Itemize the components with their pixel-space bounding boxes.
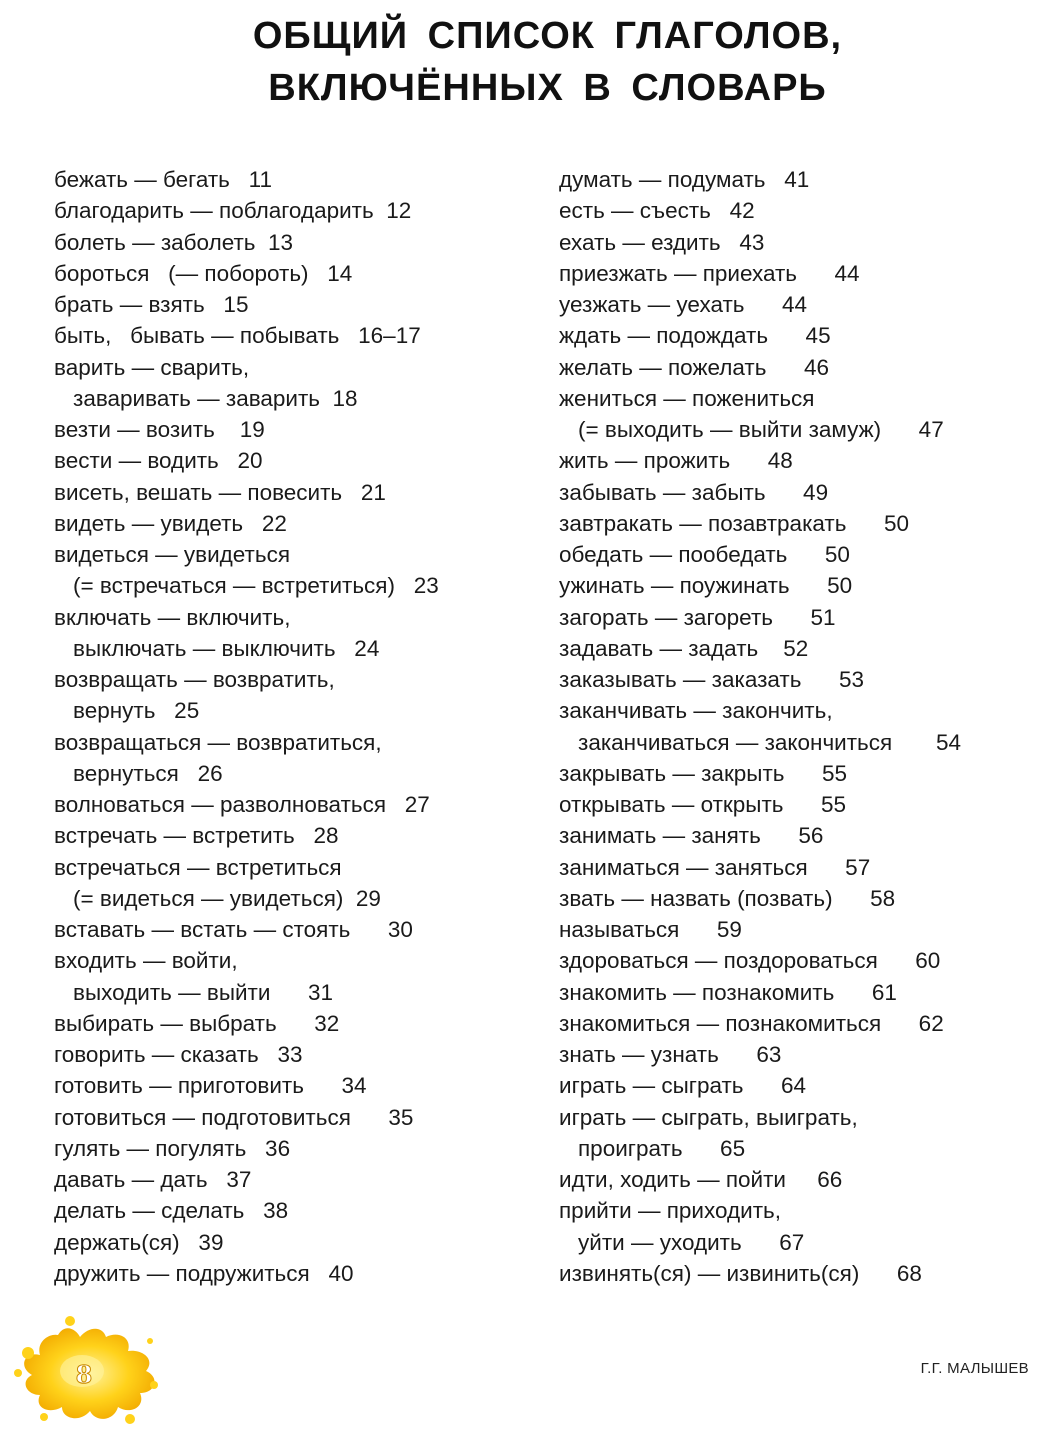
verb-entry: извинять(ся) — извинить(ся) 68	[559, 1260, 922, 1286]
verb-entry: входить — войти,	[54, 948, 238, 974]
verb-entry: готовить — приготовить 34	[54, 1073, 367, 1099]
verb-entry: заканчиваться — закончиться 54	[578, 729, 961, 755]
verb-entry: (= встречаться — встретиться) 23	[73, 573, 439, 599]
verb-entry: встречать — встретить 28	[54, 823, 339, 849]
verb-entry: думать — подумать 41	[559, 167, 810, 192]
verb-entry: закрывать — закрыть 55	[559, 760, 848, 786]
verb-entry: говорить — сказать 33	[54, 1042, 303, 1067]
verb-entry: есть — съесть 42	[559, 198, 755, 224]
verb-entry: уезжать — уехать 44	[559, 292, 808, 317]
verb-list-left-column	[54, 164, 439, 1289]
verb-entry: волноваться — разволноваться 27	[54, 792, 430, 817]
verb-entry: играть — сыграть, выиграть,	[559, 1104, 858, 1130]
verb-entry: выбирать — выбрать 32	[54, 1010, 340, 1036]
author-credit: Г.Г. МАЛЫШЕВ	[920, 1360, 1029, 1377]
verb-entry: задавать — задать 52	[559, 635, 809, 661]
verb-list-right-column	[559, 164, 961, 1289]
verb-entry: вернуть 25	[73, 698, 200, 724]
page-title-line-2: ВКЛЮЧЁННЫХ В СЛОВАРЬ	[268, 67, 827, 109]
verb-entry: здороваться — поздороваться 60	[559, 948, 941, 974]
verb-entry: (= видеться — увидеться) 29	[73, 885, 381, 911]
verb-entry: забывать — забыть 49	[559, 479, 829, 505]
verb-entry: видеть — увидеть 22	[54, 510, 287, 536]
verb-entry: называться 59	[559, 917, 742, 942]
verb-entry: открывать — открыть 55	[559, 792, 847, 817]
verb-entry: брать — взять 15	[54, 292, 249, 317]
verb-entry: давать — дать 37	[54, 1167, 252, 1192]
verb-entry: болеть — заболеть 13	[54, 229, 294, 255]
verb-entry: занимать — занять 56	[559, 823, 824, 849]
verb-entry: знакомить — познакомить 61	[559, 979, 897, 1005]
verb-entry: встречаться — встретиться	[54, 854, 342, 880]
verb-entry: выключать — выключить 24	[73, 635, 380, 661]
verb-entry: висеть, вешать — повесить 21	[54, 479, 386, 505]
verb-entry: возвращать — возвратить,	[54, 667, 335, 692]
verb-entry: включать — включить,	[54, 604, 291, 630]
verb-entry: возвращаться — возвратиться,	[54, 729, 382, 755]
verb-entry: ехать — ездить 43	[559, 229, 765, 255]
verb-entry: вернуться 26	[73, 760, 223, 786]
verb-entry: дружить — подружиться 40	[54, 1260, 354, 1286]
verb-entry: вставать — встать — стоять 30	[54, 917, 413, 942]
verb-entry: выходить — выйти 31	[73, 979, 333, 1005]
verb-entry: делать — сделать 38	[54, 1198, 289, 1224]
verb-entry: готовиться — подготовиться 35	[54, 1104, 414, 1130]
verb-entry: приезжать — приехать 44	[559, 260, 860, 286]
verb-entry: знать — узнать 63	[559, 1042, 782, 1067]
verb-entry: бежать — бегать 11	[54, 167, 273, 192]
verb-entry: заканчивать — закончить,	[559, 698, 833, 724]
verb-entry: знакомиться — познакомиться 62	[559, 1010, 944, 1036]
verb-entry: загорать — загореть 51	[559, 604, 836, 630]
verb-entry: заниматься — заняться 57	[559, 854, 871, 880]
verb-entry: уйти — уходить 67	[578, 1229, 805, 1255]
verb-entry: гулять — погулять 36	[54, 1135, 291, 1161]
verb-entry: бороться (— побороть) 14	[54, 260, 353, 286]
verb-entry: обедать — пообедать 50	[559, 542, 850, 567]
page-title-line-1: ОБЩИЙ СПИСОК ГЛАГОЛОВ,	[252, 15, 843, 57]
verb-entry: везти — возить 19	[54, 417, 265, 442]
verb-entry: видеться — увидеться	[54, 542, 291, 567]
verb-entry: играть — сыграть 64	[559, 1073, 807, 1099]
verb-entry: заваривать — заварить 18	[73, 385, 358, 411]
verb-entry: прийти — приходить,	[559, 1198, 781, 1224]
verb-entry: проиграть 65	[578, 1135, 746, 1161]
verb-entry: звать — назвать (позвать) 58	[559, 885, 896, 911]
verb-entry: жениться — пожениться	[559, 385, 815, 411]
verb-entry: идти, ходить — пойти 66	[559, 1167, 843, 1192]
page-title	[0, 10, 1045, 114]
verb-entry: завтракать — позавтракать 50	[559, 510, 909, 536]
verb-entry: варить — сварить,	[54, 354, 250, 380]
verb-entry: держать(ся) 39	[54, 1229, 224, 1255]
verb-entry: желать — пожелать 46	[559, 354, 829, 380]
verb-entry: заказывать — заказать 53	[559, 667, 864, 692]
verb-entry: ужинать — поужинать 50	[559, 573, 853, 599]
verb-entry: благодарить — поблагодарить 12	[54, 198, 412, 224]
verb-entry: ждать — подождать 45	[559, 323, 831, 349]
verb-entry: (= выходить — выйти замуж) 47	[578, 417, 944, 442]
verb-entry: вести — водить 20	[54, 448, 263, 474]
verb-entry: быть, бывать — побывать 16–17	[54, 323, 421, 349]
page-number: 8	[75, 1360, 93, 1389]
verb-entry: жить — прожить 48	[559, 448, 793, 474]
